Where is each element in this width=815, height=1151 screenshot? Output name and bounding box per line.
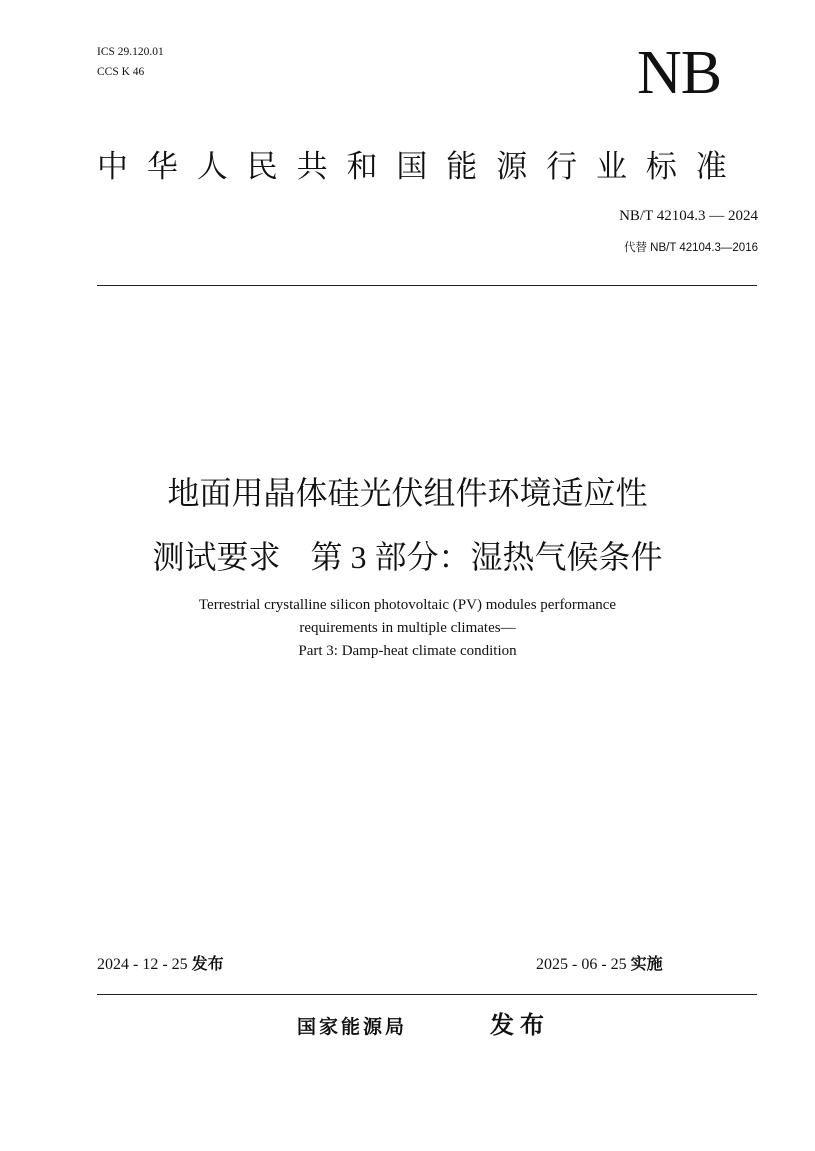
implementation-date-label: 实施 bbox=[630, 956, 663, 973]
publish-label: 发布 bbox=[490, 1012, 550, 1039]
nb-logo: NB bbox=[637, 39, 722, 107]
title-cn-line2-part-a: 测试要求 bbox=[152, 539, 281, 575]
ics-code: ICS 29.120.01 bbox=[97, 46, 164, 58]
top-divider bbox=[97, 285, 757, 286]
issue-date bbox=[97, 954, 224, 976]
issue-date-label: 发布 bbox=[191, 956, 224, 973]
issue-date-value: 2024 - 12 - 25 bbox=[97, 956, 188, 973]
publisher-name: 国家能源局 bbox=[297, 1017, 408, 1038]
industry-standard-heading: 中华人民共和国能源行业标准 bbox=[97, 149, 746, 184]
classification-codes bbox=[97, 42, 164, 82]
replaces-label: 代替 bbox=[623, 242, 647, 254]
bottom-divider bbox=[97, 994, 757, 995]
title-en-line1: Terrestrial crystalline silicon photovoltaic (PV) modules performance bbox=[198, 597, 617, 613]
title-english bbox=[0, 594, 815, 663]
title-cn-line1: 地面用晶体硅光伏组件环境适应性 bbox=[167, 475, 648, 511]
title-cn-line2 bbox=[0, 534, 815, 580]
standard-number: NB/T 42104.3 — 2024 bbox=[619, 208, 758, 224]
ccs-code: CCS K 46 bbox=[97, 66, 145, 78]
title-en-line3: Part 3: Damp-heat climate condition bbox=[298, 643, 517, 659]
title-cn-line2-part-b: 第 3 部分：湿热气候条件 bbox=[310, 539, 663, 575]
replaces-number: NB/T 42104.3—2016 bbox=[650, 242, 758, 254]
implementation-date bbox=[536, 954, 663, 976]
title-en-line2: requirements in multiple climates— bbox=[299, 620, 516, 636]
implementation-date-value: 2025 - 06 - 25 bbox=[536, 956, 627, 973]
replaces-line bbox=[624, 240, 758, 256]
